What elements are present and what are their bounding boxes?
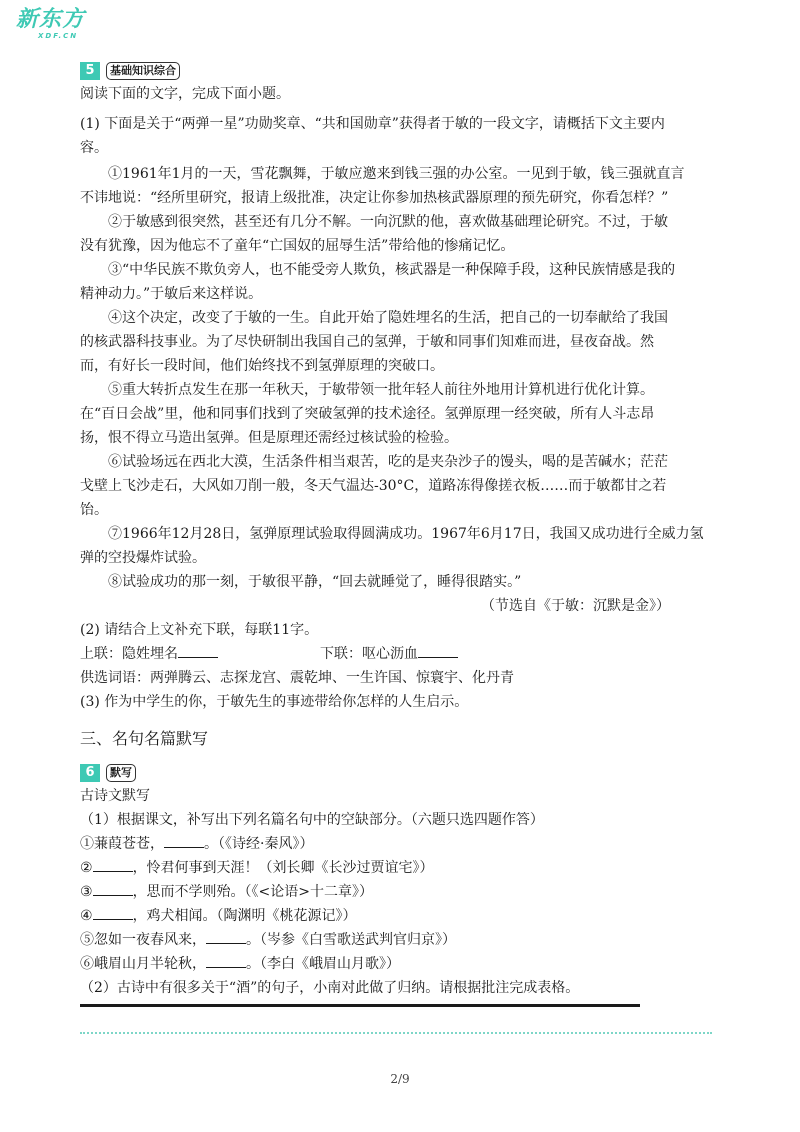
item-text: ② xyxy=(80,860,93,876)
passage-paragraph-1 xyxy=(80,162,700,210)
question-type-tag: 默写 xyxy=(106,764,136,782)
q6-sub2: （2）古诗中有很多关于“酒”的句子，小南对此做了归纳。请根据批注完成表格。 xyxy=(80,980,580,996)
passage-line: 在“百日会战”里，他和同事们找到了突破氢弹的技术途径。氢弹原理一经突破，所有人斗志昂 xyxy=(80,406,655,422)
answer-blank[interactable] xyxy=(206,953,246,968)
page-number: 2/9 xyxy=(390,1072,410,1086)
passage-paragraph-8 xyxy=(80,570,700,594)
q5-sub1-line: (1) 下面是关于“两弹一星”功勋奖章、“共和国勋章”获得者于敏的一段文字，请概括下文主要内 xyxy=(80,116,665,132)
passage-paragraph-4 xyxy=(80,306,700,378)
footer-divider xyxy=(80,1032,712,1034)
q6-title: 古诗文默写 xyxy=(80,788,150,804)
question-type-tag: 基础知识综合 xyxy=(106,62,180,80)
passage-paragraph-6 xyxy=(80,450,700,522)
dictation-item-5 xyxy=(80,928,700,952)
answer-blank[interactable] xyxy=(206,929,246,944)
passage-paragraph-2 xyxy=(80,210,700,258)
logo-main-text: 新东方 xyxy=(16,7,86,32)
item-text: 。（岑参《白雪歌送武判官归京》） xyxy=(246,932,456,948)
couplet-lower-blank[interactable] xyxy=(418,643,458,658)
passage-line: 没有犹豫，因为他忘不了童年“亡国奴的屈辱生活”带给他的惨痛记忆。 xyxy=(80,238,515,254)
answer-blank[interactable] xyxy=(93,857,133,872)
item-text: ④ xyxy=(80,908,93,924)
q6-instruction: （1）根据课文，补写出下列名篇名句中的空缺部分。（六题只选四题作答） xyxy=(80,812,544,828)
table-top-rule xyxy=(80,1004,640,1007)
couplet-upper-blank[interactable] xyxy=(178,643,218,658)
passage-source: （节选自《于敏：沉默是金》） xyxy=(481,598,670,614)
q5-sub1-line: 容。 xyxy=(80,140,108,156)
item-text: 。（李白《峨眉山月歌》） xyxy=(246,956,400,972)
item-text: ③ xyxy=(80,884,93,900)
passage-line: ⑦1966年12月28日，氢弹原理试验取得圆满成功。1967年6月17日，我国又成功进行全威力氢 xyxy=(108,526,704,542)
passage-line: ①1961年1月的一天，雪花飘舞，于敏应邀来到钱三强的办公室。一见到于敏，钱三强就直言 xyxy=(108,166,685,182)
passage-paragraph-5 xyxy=(80,378,700,450)
item-text: ⑥峨眉山月半轮秋， xyxy=(80,956,206,972)
question-6-header xyxy=(80,762,700,784)
couplet-row xyxy=(80,642,700,666)
q5-sub3: (3) 作为中学生的你，于敏先生的事迹带给你怎样的人生启示。 xyxy=(80,694,469,710)
passage-line: ⑧试验成功的那一刻，于敏很平静，“回去就睡觉了，睡得很踏实。” xyxy=(108,574,522,590)
logo-sub-text: XDF.CN xyxy=(38,32,79,40)
brand-logo xyxy=(16,8,85,40)
passage-line: ③“中华民族不欺负旁人，也不能受旁人欺负，核武器是一种保障手段，这种民族情感是我的 xyxy=(108,262,676,278)
couplet-upper-text: 上联：隐姓埋名 xyxy=(80,646,178,662)
dictation-item-6 xyxy=(80,952,700,976)
q5-sub1 xyxy=(80,112,700,160)
passage-line: ②于敏感到很突然，甚至还有几分不解。一向沉默的他，喜欢做基础理论研究。不过，于敏 xyxy=(108,214,668,230)
dictation-item-1 xyxy=(80,832,700,856)
page-content xyxy=(80,60,704,1007)
couplet-lower-text: 下联：呕心沥血 xyxy=(320,646,418,662)
item-text: ，怜君何事到天涯！（刘长卿《长沙过贾谊宅》） xyxy=(132,860,434,876)
passage-line: ④这个决定，改变了于敏的一生。自此开始了隐姓埋名的生活，把自己的一切奉献给了我国 xyxy=(108,310,668,326)
answer-blank[interactable] xyxy=(164,833,204,848)
passage-line: 精神动力。”于敏后来这样说。 xyxy=(80,286,263,302)
item-text: ，鸡犬相闻。（陶渊明《桃花源记》） xyxy=(132,908,357,924)
couplet-upper xyxy=(80,642,320,666)
passage-line: 的核武器科技事业。为了尽快研制出我国自己的氢弹，于敏和同事们知难而进，昼夜奋战。然 xyxy=(80,334,654,350)
q5-instruction: 阅读下面的文字，完成下面小题。 xyxy=(80,86,290,102)
couplet-lower xyxy=(320,642,458,666)
dictation-item-2 xyxy=(80,856,700,880)
passage-line: 饴。 xyxy=(80,502,108,518)
question-5-header xyxy=(80,60,700,82)
section-3-title: 三、名句名篇默写 xyxy=(80,729,209,748)
passage-line: 扬，恨不得立马造出氢弹。但是原理还需经过核试验的检验。 xyxy=(80,430,458,446)
word-options: 供选词语：两弹腾云、志探龙宫、震乾坤、一生许国、惊寰宇、化丹青 xyxy=(80,670,514,686)
question-number-badge: 5 xyxy=(80,62,100,80)
item-text: ①蒹葭苍苍， xyxy=(80,836,164,852)
passage-line: ⑥试验场远在西北大漠，生活条件相当艰苦，吃的是夹杂沙子的馒头，喝的是苦碱水；茫茫 xyxy=(108,454,668,470)
passage-line: ⑤重大转折点发生在那一年秋天，于敏带领一批年轻人前往外地用计算机进行优化计算。 xyxy=(108,382,654,398)
q5-passage xyxy=(80,162,704,618)
answer-blank[interactable] xyxy=(93,881,133,896)
item-text: ⑤忽如一夜春风来， xyxy=(80,932,206,948)
question-number-badge: 6 xyxy=(80,764,100,782)
dictation-item-4 xyxy=(80,904,700,928)
passage-line: 而，有好长一段时间，他们始终找不到氢弹原理的突破口。 xyxy=(80,358,444,374)
item-text: 。（《诗经·秦风》） xyxy=(204,836,314,852)
passage-paragraph-3 xyxy=(80,258,700,306)
answer-blank[interactable] xyxy=(93,905,133,920)
passage-line: 不讳地说：“经所里研究，报请上级批准，决定让你参加热核武器原理的预先研究，你看怎样？” xyxy=(80,190,669,206)
passage-line: 戈壁上飞沙走石，大风如刀削一般，冬天气温达-30°C，道路冻得像搓衣板……而于敏都甘之若 xyxy=(80,478,667,494)
item-text: ，思而不学则殆。（《<论语>十二章》） xyxy=(132,884,374,900)
passage-paragraph-7 xyxy=(80,522,704,570)
passage-line: 弹的空投爆炸试验。 xyxy=(80,550,206,566)
dictation-item-3 xyxy=(80,880,700,904)
q5-sub2: (2) 请结合上文补充下联，每联11字。 xyxy=(80,622,319,638)
